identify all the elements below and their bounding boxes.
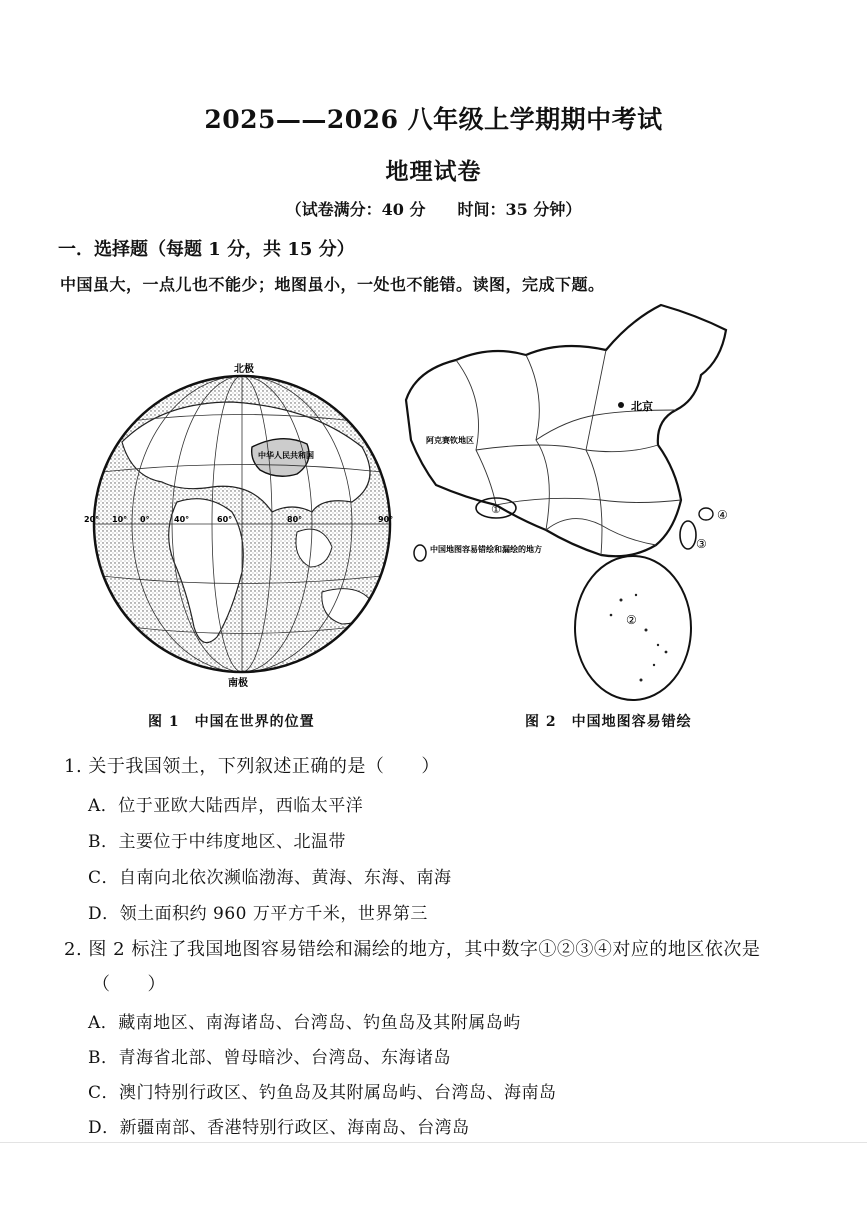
q2-option-b: B．青海省北部、曾母暗沙、台湾岛、东海诸岛 bbox=[88, 1048, 451, 1068]
figure2-china-map bbox=[396, 300, 736, 704]
lon-label: 80° bbox=[287, 515, 303, 524]
question-text: 图 2 标注了我国地图容易错绘和漏绘的地方，其中数字①②③④对应的地区依次是 bbox=[88, 939, 761, 960]
figure1-caption: 图 1 中国在世界的位置 bbox=[148, 714, 315, 730]
lon-label: 40° bbox=[174, 515, 190, 524]
question-text: 关于我国领土，下列叙述正确的是（ ） bbox=[88, 756, 440, 777]
section-intro: 中国虽大，一点儿也不能少；地图虽小，一处也不能错。读图，完成下题。 bbox=[60, 275, 605, 294]
marker-1: ① bbox=[491, 503, 501, 516]
exam-title: 2025——2026 八年级上学期期中考试 bbox=[204, 105, 663, 134]
question-2-paren: （ ） bbox=[92, 974, 166, 995]
q1-option-c: C．自南向北依次濒临渤海、黄海、东海、南海 bbox=[88, 868, 452, 888]
marker-4: ④ bbox=[717, 508, 728, 522]
lon-label: 10° bbox=[112, 515, 128, 524]
question-number: 2. bbox=[64, 939, 83, 960]
question-1 bbox=[64, 752, 440, 778]
figure1-globe bbox=[82, 362, 404, 692]
exam-subject: 地理试卷 bbox=[385, 158, 482, 185]
question-number: 1. bbox=[64, 756, 83, 777]
q1-option-b: B．主要位于中纬度地区、北温带 bbox=[88, 832, 346, 852]
q2-option-c: C．澳门特别行政区、钓鱼岛及其附属岛屿、台湾岛、海南岛 bbox=[88, 1083, 557, 1103]
exam-meta: （试卷满分：40 分 时间：35 分钟） bbox=[285, 200, 582, 219]
q1-option-a: A．位于亚欧大陆西岸，西临太平洋 bbox=[88, 796, 364, 816]
china-label: 中华人民共和国 bbox=[258, 451, 314, 460]
lon-label: 0° bbox=[140, 515, 150, 524]
q2-option-a: A．藏南地区、南海诸岛、台湾岛、钓鱼岛及其附属岛屿 bbox=[88, 1013, 521, 1033]
q1-option-d: D．领土面积约 960 万平方千米，世界第三 bbox=[88, 904, 428, 924]
region-label: 阿克赛钦地区 bbox=[426, 436, 474, 445]
lon-label: 90° bbox=[378, 515, 394, 524]
q2-option-d: D．新疆南部、香港特别行政区、海南岛、台湾岛 bbox=[88, 1118, 470, 1138]
marker-3: ③ bbox=[696, 537, 707, 551]
page-divider bbox=[0, 1142, 867, 1143]
marker-2: ② bbox=[626, 613, 637, 627]
lon-label: 60° bbox=[217, 515, 233, 524]
figure2-caption: 图 2 中国地图容易错绘 bbox=[525, 714, 692, 730]
question-2 bbox=[64, 935, 760, 961]
legend-label: 中国地图容易错绘和漏绘的地方 bbox=[430, 545, 542, 554]
section-heading: 一．选择题（每题 1 分，共 15 分） bbox=[58, 239, 355, 260]
lon-label: 20° bbox=[84, 515, 100, 524]
north-pole-label: 北极 bbox=[234, 364, 254, 375]
beijing-label: 北京 bbox=[631, 400, 653, 413]
south-pole-label: 南极 bbox=[228, 678, 248, 689]
